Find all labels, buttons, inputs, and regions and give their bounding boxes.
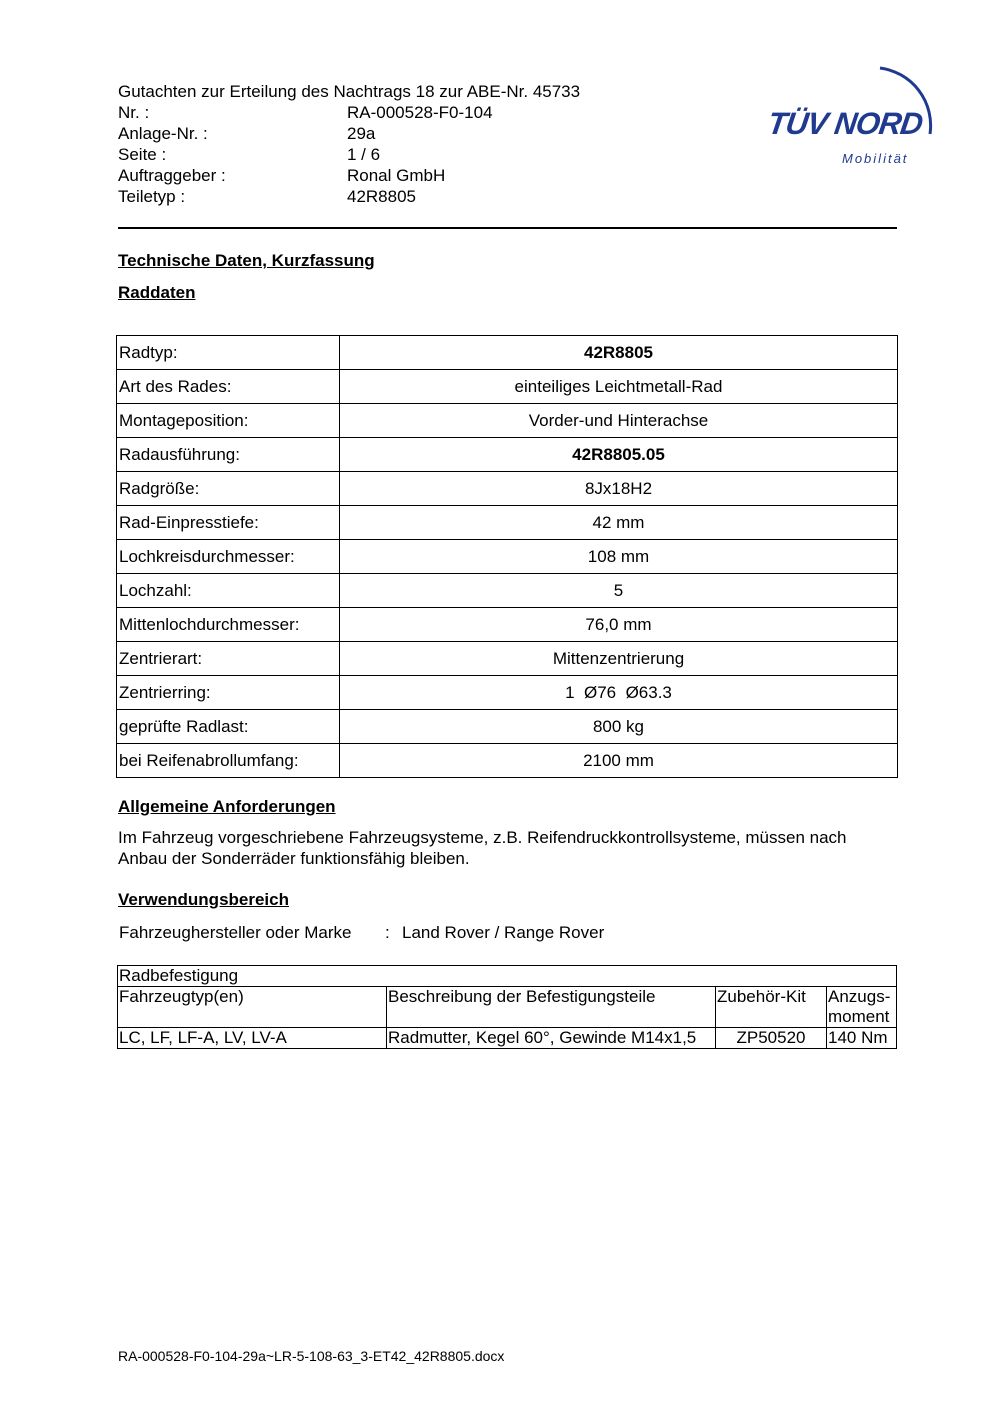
row-label: bei Reifenabrollumfang: xyxy=(117,744,340,778)
cell-anzugsmoment: 140 Nm xyxy=(827,1028,897,1049)
table-row xyxy=(118,1028,897,1049)
row-value: 76,0 mm xyxy=(340,608,898,642)
table-row xyxy=(117,608,898,642)
row-label: Lochkreisdurchmesser: xyxy=(117,540,340,574)
row-value: 42R8805 xyxy=(340,336,898,370)
section-allgemein-title: Allgemeine Anforderungen xyxy=(118,797,336,816)
header-value: Ronal GmbH xyxy=(347,166,446,185)
row-label: Lochzahl: xyxy=(117,574,340,608)
header-row-nr xyxy=(118,102,580,123)
row-value: 42R8805.05 xyxy=(340,438,898,472)
row-value: 5 xyxy=(340,574,898,608)
raddaten-table xyxy=(116,335,898,778)
header-cell: Beschreibung der Befestigungsteile xyxy=(387,987,716,1028)
table-row xyxy=(118,966,897,987)
row-value: 42 mm xyxy=(340,506,898,540)
header-label: Anlage-Nr. : xyxy=(118,124,208,143)
table-row xyxy=(117,336,898,370)
header-divider xyxy=(118,227,897,229)
footer-filename: RA-000528-F0-104-29a~LR-5-108-63_3-ET42_42R8805.docx xyxy=(118,1348,505,1364)
row-label: Radtyp: xyxy=(117,336,340,370)
table-row xyxy=(117,472,898,506)
header-value: 29a xyxy=(347,124,376,143)
row-label: Art des Rades: xyxy=(117,370,340,404)
header-cell: Anzugs-moment xyxy=(827,987,897,1028)
header-row-anlage xyxy=(118,123,580,144)
header-label: Auftraggeber : xyxy=(118,166,226,185)
table-row xyxy=(117,404,898,438)
row-value: einteiliges Leichtmetall-Rad xyxy=(340,370,898,404)
row-label: Rad-Einpresstiefe: xyxy=(117,506,340,540)
row-label: Mittenlochdurchmesser: xyxy=(117,608,340,642)
row-label: geprüfte Radlast: xyxy=(117,710,340,744)
row-value: Vorder-und Hinterachse xyxy=(340,404,898,438)
row-value: 108 mm xyxy=(340,540,898,574)
table-row xyxy=(117,744,898,778)
marke-separator: : xyxy=(385,923,390,942)
header-value: 42R8805 xyxy=(347,187,417,206)
row-label: Zentrierart: xyxy=(117,642,340,676)
row-label: Montageposition: xyxy=(117,404,340,438)
table-row xyxy=(117,506,898,540)
row-label: Zentrierring: xyxy=(117,676,340,710)
table-header-row xyxy=(118,987,897,1028)
section-raddaten-title: Raddaten xyxy=(118,283,196,302)
header-row-seite xyxy=(118,144,580,165)
table-row xyxy=(117,676,898,710)
allgemein-paragraph: Im Fahrzeug vorgeschriebene Fahrzeugsysteme, z.B. Reifendruckkontrollsysteme, müssen nach Anbau der Sonderräder funktionsfähig bleiben. xyxy=(118,828,847,868)
row-label: Radgröße: xyxy=(117,472,340,506)
table-row xyxy=(117,438,898,472)
befestigung-title: Radbefestigung xyxy=(118,966,897,987)
marke-value: Land Rover / Range Rover xyxy=(402,923,605,942)
row-value: 2100 mm xyxy=(340,744,898,778)
header-value: RA-000528-F0-104 xyxy=(347,103,493,122)
table-row xyxy=(117,710,898,744)
header-row-teiletyp xyxy=(118,186,580,207)
section-tech-title: Technische Daten, Kurzfassung xyxy=(118,251,375,270)
cell-zubehoer-kit: ZP50520 xyxy=(716,1028,827,1049)
row-value: 800 kg xyxy=(340,710,898,744)
table-row xyxy=(117,540,898,574)
header-label: Nr. : xyxy=(118,103,150,122)
header-label: Seite : xyxy=(118,145,167,164)
header-cell: Zubehör-Kit xyxy=(716,987,827,1028)
verwendung-row xyxy=(119,923,604,943)
cell-fahrzeugtyp: LC, LF, LF-A, LV, LV-A xyxy=(118,1028,387,1049)
row-value: Mittenzentrierung xyxy=(340,642,898,676)
section-verwendung-title: Verwendungsbereich xyxy=(118,890,289,909)
header-value: 1 / 6 xyxy=(347,145,381,164)
document-header xyxy=(118,81,580,207)
row-label: Radausführung: xyxy=(117,438,340,472)
row-value: 8Jx18H2 xyxy=(340,472,898,506)
table-row xyxy=(117,642,898,676)
row-value: 1 Ø76 Ø63.3 xyxy=(340,676,898,710)
table-row xyxy=(117,574,898,608)
document-title: Gutachten zur Erteilung des Nachtrags 18 zur ABE-Nr. 45733 xyxy=(118,82,581,101)
header-label: Teiletyp : xyxy=(118,187,186,206)
cell-beschreibung: Radmutter, Kegel 60°, Gewinde M14x1,5 xyxy=(387,1028,716,1049)
header-cell: Fahrzeugtyp(en) xyxy=(118,987,387,1028)
header-row-auftraggeber xyxy=(118,165,580,186)
logo-subtitle: Mobilität xyxy=(842,151,909,166)
table-row xyxy=(117,370,898,404)
befestigung-table xyxy=(117,965,897,1049)
tuv-nord-logo xyxy=(760,56,950,176)
logo-wordmark: TÜV NORD xyxy=(765,106,925,141)
marke-label: Fahrzeughersteller oder Marke xyxy=(119,923,352,942)
